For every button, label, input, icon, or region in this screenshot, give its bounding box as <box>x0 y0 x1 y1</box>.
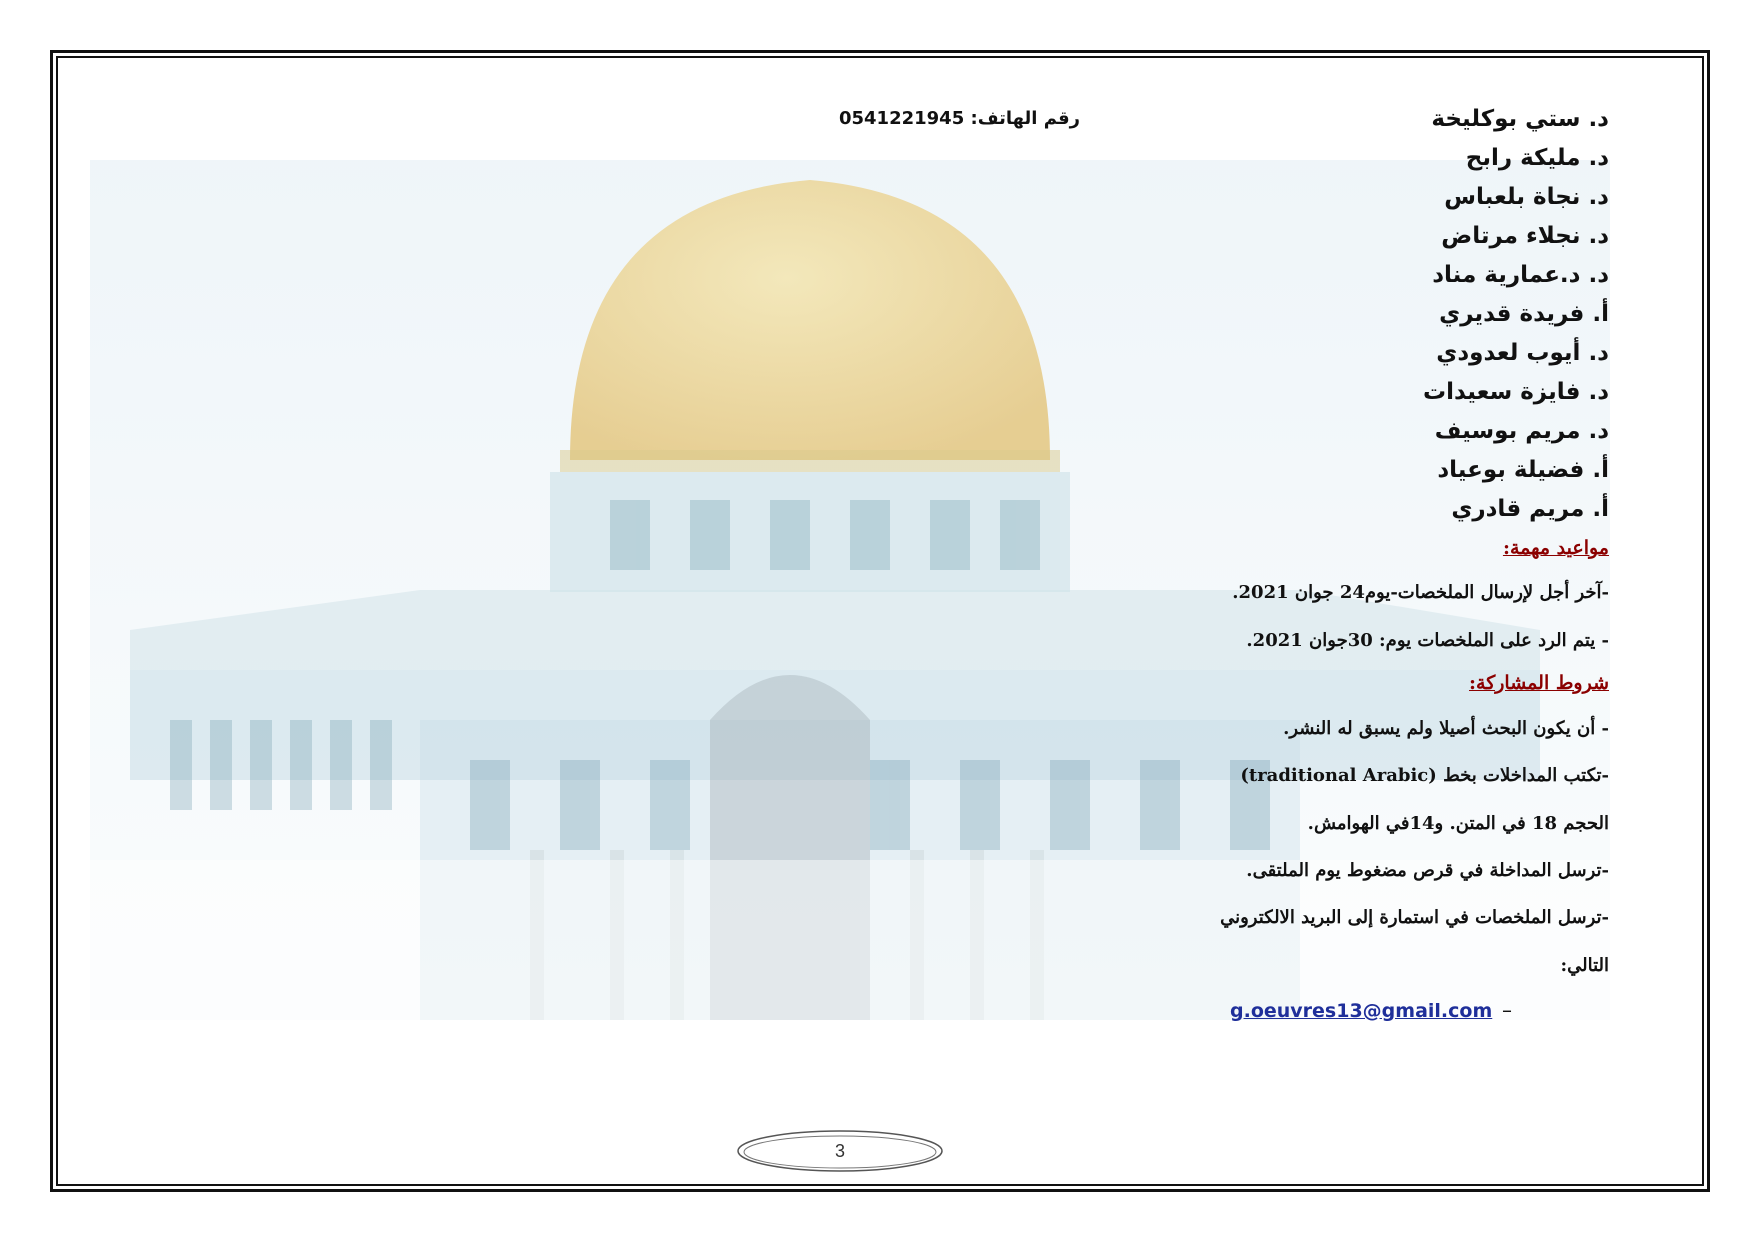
committee-name: د. نجلاء مرتاض <box>1441 223 1609 249</box>
important-dates-heading: مواعيد مهمة: <box>1502 537 1609 559</box>
committee-name: د. مليكة رابح <box>1465 145 1609 171</box>
email-link[interactable]: g.oeuvres13@gmail.com <box>1230 1000 1493 1022</box>
committee-names-list <box>1189 100 1609 529</box>
participation-conditions-heading: شروط المشاركة: <box>1469 672 1609 694</box>
condition-item: -ترسل الملخصات في استمارة إلى البريد الالكتروني <box>1220 907 1609 928</box>
condition-item: -ترسل المداخلة في قرص مضغوط يوم الملتقى. <box>1246 860 1609 881</box>
date-item: - يتم الرد على الملخصات يوم: 30جوان 2021. <box>1246 630 1609 651</box>
committee-name: أ. مريم قادري <box>1451 496 1609 522</box>
committee-name: د. نجاة بلعباس <box>1444 184 1609 210</box>
committee-name: د. مريم بوسيف <box>1434 418 1609 444</box>
committee-name: د. د.عمارية مناد <box>1432 262 1609 288</box>
condition-item: الحجم 18 في المتن. و14في الهوامش. <box>1307 813 1609 834</box>
committee-name: أ. فضيلة بوعياد <box>1437 457 1609 483</box>
condition-item: -تكتب المداخلات بخط (traditional Arabic) <box>1240 765 1609 786</box>
committee-name: د. فايزة سعيدات <box>1422 379 1609 405</box>
committee-name: أ. فريدة قديري <box>1439 301 1609 327</box>
committee-name: د. ستي بوكليخة <box>1431 106 1609 132</box>
committee-name: د. أيوب لعدودي <box>1436 340 1609 366</box>
date-item: -آخر أجل لإرسال الملخصات-يوم24 جوان 2021. <box>1232 582 1609 603</box>
email-row <box>1230 1000 1492 1022</box>
condition-item: - أن يكون البحث أصيلا ولم يسبق له النشر. <box>1283 718 1609 739</box>
phone-number: رقم الهاتف: 0541221945 <box>838 108 1080 129</box>
email-bullet: – <box>1502 998 1512 1022</box>
condition-item: التالي: <box>1560 955 1609 976</box>
page-number: 3 <box>834 1141 845 1161</box>
